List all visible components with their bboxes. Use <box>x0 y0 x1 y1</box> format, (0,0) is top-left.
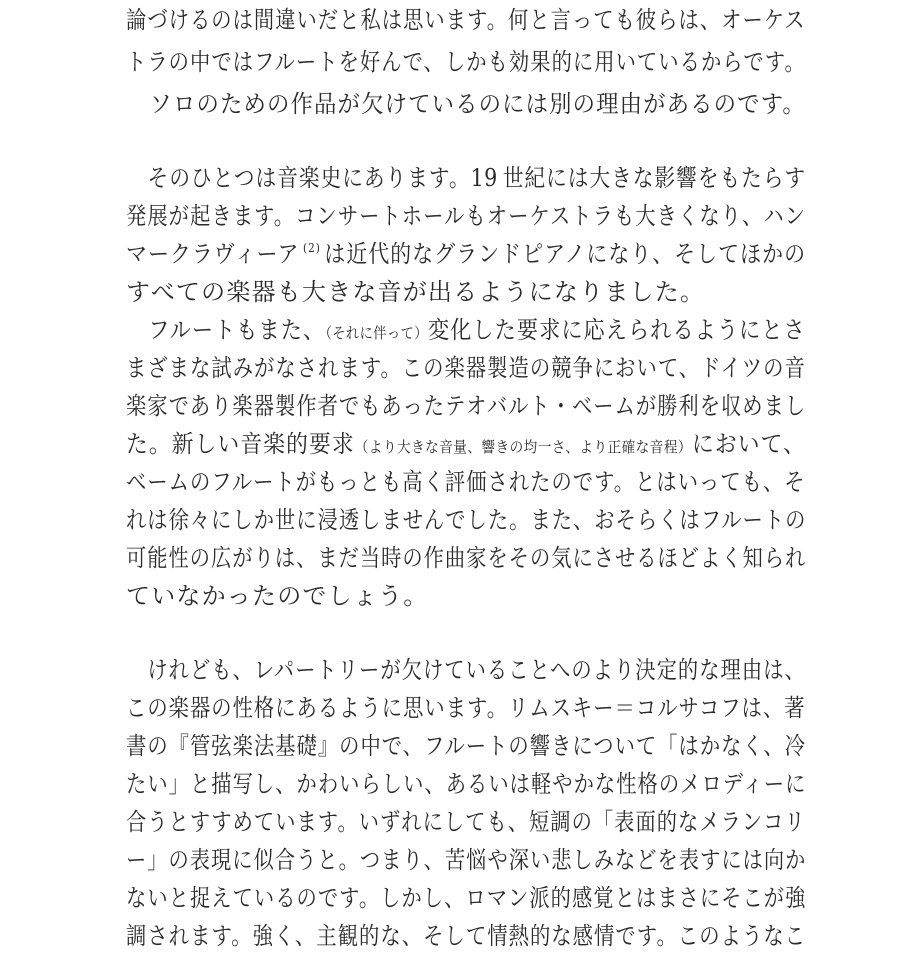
text-line: この楽器の性格にあるように思います。リムスキー＝コルサコフは、著 <box>126 694 806 722</box>
century-number: 19 <box>470 164 498 192</box>
text-line: 合うとすすめています。いずれにしても、短調の「表面的なメランコリ <box>126 808 806 836</box>
text-segment: は近代的なグランドピアノになり、そしてほかの <box>324 240 807 268</box>
text-line: ー」の表現に似合うと。つまり、苦悩や深い悲しみなどを表すには向か <box>126 846 807 874</box>
footnote-marker: (2) <box>302 241 321 255</box>
text-line: 発展が起きます。コンサートホールもオーケストラも大きくなり、ハン <box>126 202 807 230</box>
text-segment: フルートもまた、 <box>126 316 326 344</box>
text-segment: 世紀には大きな影響をもたらす <box>502 164 807 192</box>
text-segment: た。新しい音楽的要求 <box>126 430 355 458</box>
text-line: 調されます。強く、主観的な、そして情熱的な感情です。このようなこ <box>126 922 807 950</box>
text-line <box>126 234 806 274</box>
text-line <box>126 424 806 464</box>
text-segment: そのひとつは音楽史にあります。 <box>126 164 471 192</box>
text-line: れは徐々にしか世に浸透しませんでした。また、おそらくはフルートの <box>126 506 807 534</box>
text-line: トラの中ではフルートを好んで、しかも効果的に用いているからです。 <box>126 48 806 76</box>
parenthetical-note: （より大きな音量、響きの均一さ、より正確な音程） <box>354 438 692 456</box>
text-line <box>126 158 806 198</box>
text-line: 書の『管弦楽法基礎』の中で、フルートの響きについて「はかなく、冷 <box>126 732 807 760</box>
text-line <box>126 310 806 350</box>
document-page <box>126 0 807 950</box>
text-line: 可能性の広がりは、まだ当時の作曲家をその気にさせるほどよく知られ <box>126 544 807 572</box>
text-line: 楽家であり楽器製作者でもあったテオバルト・ベームが勝利を収めまし <box>126 392 807 420</box>
text-line: ソロのための作品が欠けているのには別の理由があるのです。 <box>126 90 806 118</box>
text-line: たい」と描写し、かわいらしい、あるいは軽やかな性格のメロディーに <box>126 770 807 798</box>
text-line: ベームのフルートがもっとも高く評価されたのです。とはいっても、そ <box>126 468 806 496</box>
text-line: まざまな試みがなされます。この楽器製造の競争において、ドイツの音 <box>126 354 806 382</box>
text-segment: マークラヴィーア <box>126 240 300 268</box>
text-line: ないと捉えているのです。しかし、ロマン派的感覚とはまさにそこが強 <box>126 884 807 912</box>
text-segment: において、 <box>691 430 806 458</box>
text-line: けれども、レパートリーが欠けていることへのより決定的な理由は、 <box>126 656 806 684</box>
text-line: すべての楽器も大きな音が出るようになりました。 <box>126 278 706 306</box>
text-line: ていなかったのでしょう。 <box>126 582 429 610</box>
text-line: 論づけるのは間違いだと私は思います。何と言っても彼らは、オーケス <box>126 6 806 34</box>
text-segment: 変化した要求に応えられるようにとさ <box>427 316 806 344</box>
parenthetical-note: （それに伴って） <box>325 324 428 342</box>
